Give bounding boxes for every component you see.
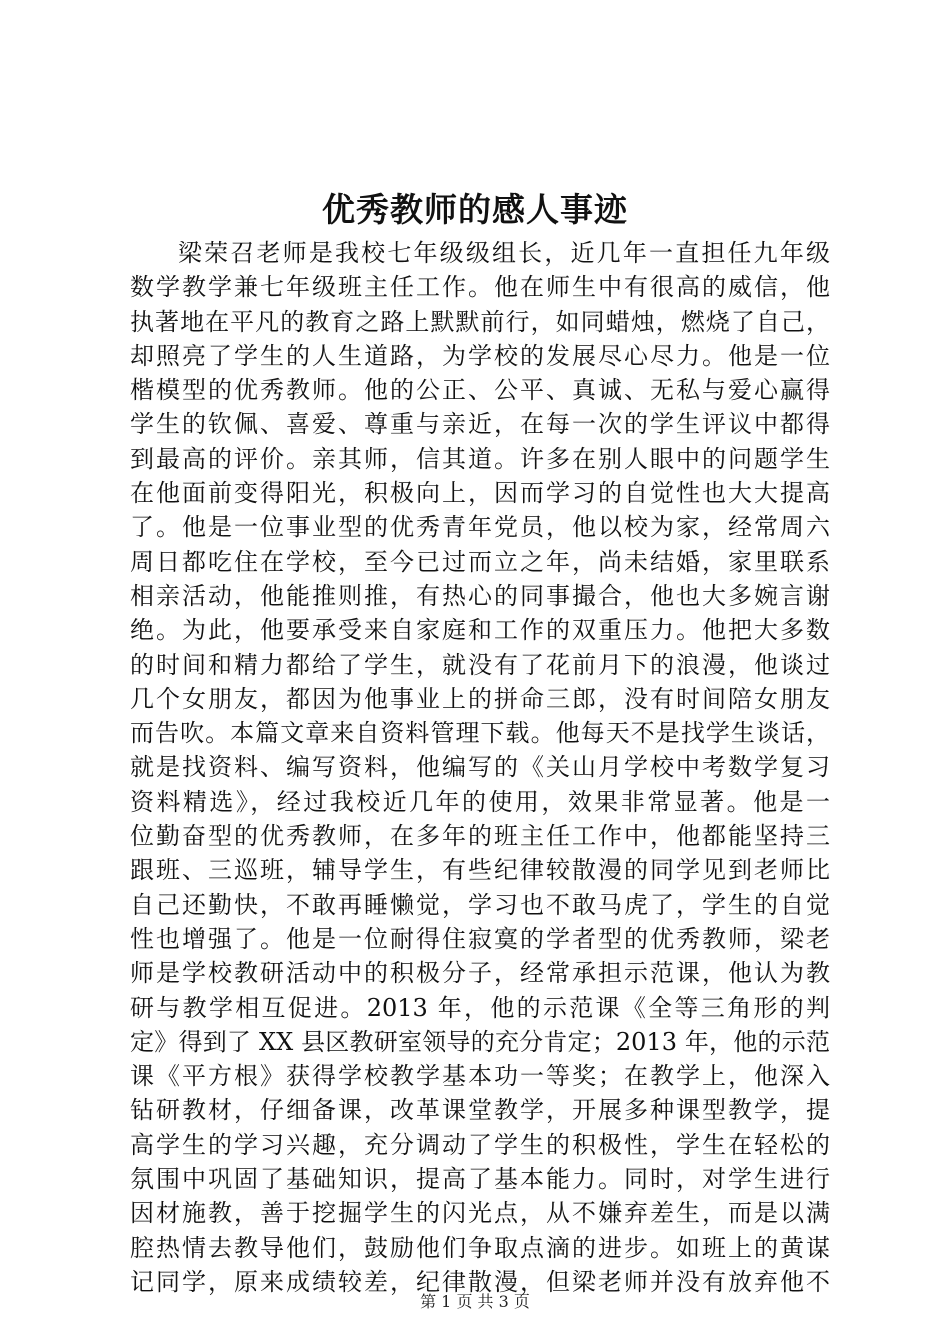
body-line: 因材施教，善于挖掘学生的闪光点，从不嫌弃差生，而是以满 — [130, 1199, 830, 1228]
body-line: 的时间和精力都给了学生，就没有了花前月下的浪漫，他谈过 — [130, 650, 830, 679]
body-line: 自己还勤快，不敢再睡懒觉，学习也不敢马虎了，学生的自觉 — [130, 890, 830, 919]
body-line: 师是学校教研活动中的积极分子，经常承担示范课，他认为教 — [130, 959, 830, 988]
body-line: 研与教学相互促进。2013 年，他的示范课《全等三角形的判 — [130, 993, 830, 1022]
body-line: 记同学，原来成绩较差，纪律散漫，但梁老师并没有放弃他不 — [130, 1267, 830, 1296]
body-line: 就是找资料、编写资料，他编写的《关山月学校中考数学复习 — [130, 753, 830, 782]
body-line: 性也增强了。他是一位耐得住寂寞的学者型的优秀教师，梁老 — [130, 924, 830, 953]
body-line: 资料精选》，经过我校近几年的使用，效果非常显著。他是一 — [130, 787, 830, 816]
body-line: 绝。为此，他要承受来自家庭和工作的双重压力。他把大多数 — [130, 616, 830, 645]
body-line: 相亲活动，他能推则推，有热心的同事撮合，他也大多婉言谢 — [130, 581, 830, 610]
body-line: 在他面前变得阳光，积极向上，因而学习的自觉性也大大提高 — [130, 479, 830, 508]
body-line: 执著地在平凡的教育之路上默默前行，如同蜡烛，燃烧了自己， — [130, 307, 830, 336]
body-line: 课《平方根》获得学校教学基本功一等奖；在教学上，他深入 — [130, 1062, 830, 1091]
page-footer: 第 1 页 共 3 页 — [420, 1292, 530, 1311]
body-line: 高学生的学习兴趣，充分调动了学生的积极性，学生在轻松的 — [130, 1130, 830, 1159]
body-line: 几个女朋友，都因为他事业上的拼命三郎，没有时间陪女朋友 — [130, 684, 830, 713]
body-line: 梁荣召老师是我校七年级级组长，近几年一直担任九年级 — [178, 239, 830, 267]
body-line: 数学教学兼七年级班主任工作。他在师生中有很高的威信，他 — [130, 273, 830, 302]
body-line: 位勤奋型的优秀教师，在多年的班主任工作中，他都能坚持三 — [130, 822, 830, 851]
body-line: 氛围中巩固了基础知识，提高了基本能力。同时，对学生进行 — [130, 1165, 830, 1194]
body-line: 周日都吃住在学校，至今已过而立之年，尚未结婚，家里联系 — [130, 547, 830, 576]
document-title: 优秀教师的感人事迹 — [322, 190, 628, 229]
body-line: 而告吹。本篇文章来自资料管理下载。他每天不是找学生谈话， — [130, 719, 830, 748]
body-line: 楷模型的优秀教师。他的公正、公平、真诚、无私与爱心赢得 — [130, 376, 830, 405]
body-line: 学生的钦佩、喜爱、尊重与亲近，在每一次的学生评议中都得 — [130, 410, 830, 439]
document-body — [130, 236, 830, 1299]
body-line: 到最高的评价。亲其师，信其道。许多在别人眼中的问题学生 — [130, 444, 830, 473]
body-line: 了。他是一位事业型的优秀青年党员，他以校为家，经常周六 — [130, 513, 830, 542]
body-line: 跟班、三巡班，辅导学生，有些纪律较散漫的同学见到老师比 — [130, 856, 830, 885]
body-line: 钻研教材，仔细备课，改革课堂教学，开展多种课型教学，提 — [130, 1096, 830, 1125]
body-line: 却照亮了学生的人生道路，为学校的发展尽心尽力。他是一位 — [130, 341, 830, 370]
body-line: 腔热情去教导他们，鼓励他们争取点滴的进步。如班上的黄谋 — [130, 1233, 830, 1262]
body-line: 定》得到了 XX 县区教研室领导的充分肯定；2013 年，他的示范 — [130, 1027, 830, 1056]
